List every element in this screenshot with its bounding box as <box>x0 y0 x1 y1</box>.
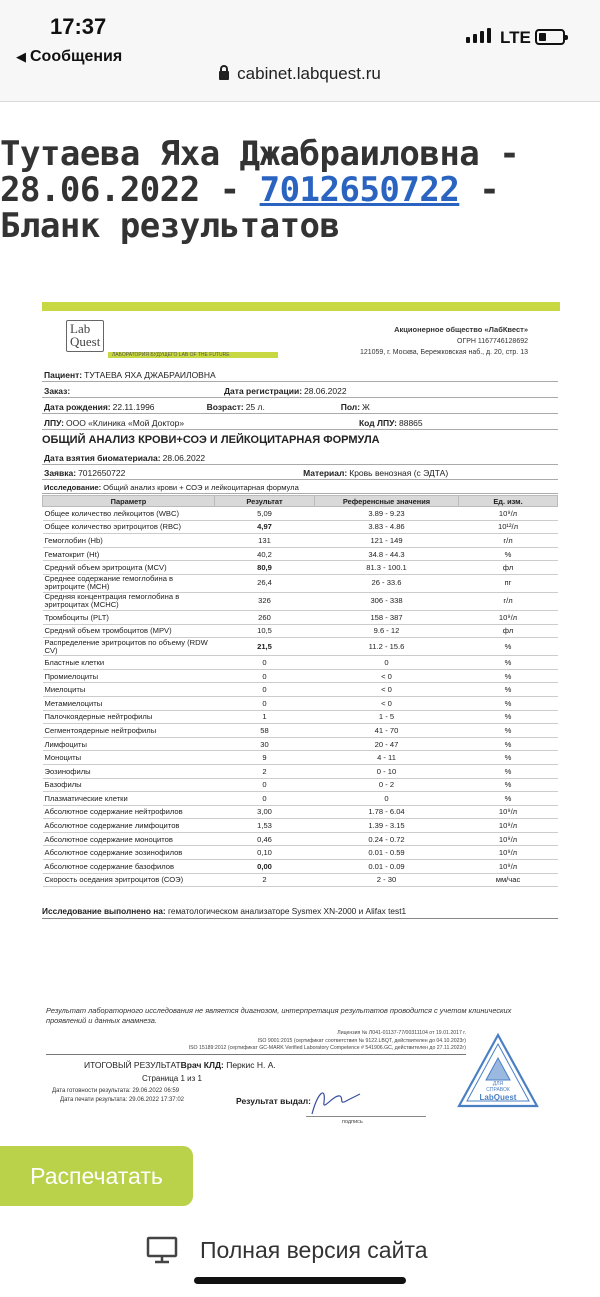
table-row <box>43 792 558 806</box>
reference-cell: 1.39 - 3.15 <box>315 819 459 833</box>
results-header <box>43 496 558 507</box>
param-cell: Абсолютное содержание эозинофилов <box>43 846 215 860</box>
unit-cell: % <box>459 751 558 765</box>
result-cell: 10,5 <box>215 624 315 638</box>
column-header: Параметр <box>43 496 215 507</box>
reference-cell: 26 - 33.6 <box>315 574 459 592</box>
brand-line <box>42 302 560 311</box>
result-cell: 2 <box>215 873 315 887</box>
result-cell: 1 <box>215 710 315 724</box>
signature-line <box>306 1116 426 1117</box>
unit-cell: г/л <box>459 592 558 610</box>
order-label: Заказ: <box>44 385 71 396</box>
analyzer-label: Исследование выполнено на: <box>42 906 166 916</box>
material-value: Кровь венозная (с ЭДТА) <box>349 468 449 478</box>
lab-stamp-icon <box>456 1032 540 1110</box>
material-label: Материал: <box>303 468 348 478</box>
unit-cell: 10¹²/л <box>459 520 558 534</box>
study-label: Исследование: <box>44 483 102 492</box>
result-cell: 30 <box>215 737 315 751</box>
reference-cell: 3.83 - 4.86 <box>315 520 459 534</box>
table-row <box>43 534 558 548</box>
unit-cell: % <box>459 737 558 751</box>
signature-caption: подпись <box>342 1119 363 1125</box>
result-cell: 0,00 <box>215 860 315 874</box>
divider <box>46 1054 466 1055</box>
doctor-value: Перкис Н. А. <box>226 1060 276 1070</box>
stamp-text: СПРАВОК <box>486 1087 510 1093</box>
license-line: Лицензия № Л041-01137-77/00311104 от 19.01.2017 г. <box>337 1030 466 1036</box>
reg-date-value: 28.06.2022 <box>304 385 347 396</box>
logo-tagline: ЛАБОРАТОРИЯ БУДУЩЕГО LAB OF THE FUTURE <box>108 352 278 358</box>
print-button[interactable]: Распечатать <box>0 1146 193 1206</box>
unit-cell: % <box>459 547 558 561</box>
table-row <box>43 696 558 710</box>
lpu-row <box>42 416 558 430</box>
result-cell: 260 <box>215 610 315 624</box>
reference-cell: 0 <box>315 656 459 670</box>
study-value: Общий анализ крови + СОЭ и лейкоцитарная формула <box>103 483 299 492</box>
table-row <box>43 574 558 592</box>
doctor-label: Врач КЛД: <box>180 1060 224 1070</box>
page-info: Страница 1 из 1 <box>142 1074 202 1083</box>
company-info <box>360 324 528 358</box>
result-cell: 0 <box>215 683 315 697</box>
param-cell: Гематокрит (Ht) <box>43 547 215 561</box>
table-row <box>43 507 558 521</box>
unit-cell: фл <box>459 561 558 575</box>
unit-cell: % <box>459 724 558 738</box>
status-bar <box>0 0 600 102</box>
full-site-link[interactable] <box>146 1236 428 1264</box>
sample-date-row <box>42 452 558 465</box>
company-address: 121059, г. Москва, Бережковская наб., д. 20, стр. 13 <box>359 349 528 356</box>
analyzer-info <box>42 906 558 919</box>
unit-cell: 10⁹/л <box>459 805 558 819</box>
reference-cell: 0.01 - 0.09 <box>315 860 459 874</box>
sex-label: Пол: <box>340 401 361 412</box>
param-cell: Средняя концентрация гемоглобина в эритроцитах (MCHC) <box>43 592 215 610</box>
table-row <box>43 561 558 575</box>
print-date-label: Дата печати результата: <box>60 1097 128 1103</box>
reference-cell: 20 - 47 <box>315 737 459 751</box>
results-table <box>42 495 558 887</box>
param-cell: Средний объем тромбоцитов (MPV) <box>43 624 215 638</box>
reference-cell: 41 - 70 <box>315 724 459 738</box>
table-row <box>43 751 558 765</box>
table-row <box>43 805 558 819</box>
order-number-link[interactable]: 7012650722 <box>259 170 460 210</box>
clock: 17:37 <box>50 14 107 39</box>
final-result-label: ИТОГОВЫЙ РЕЗУЛЬТАТ <box>84 1060 181 1070</box>
param-cell: Абсолютное содержание моноцитов <box>43 832 215 846</box>
table-row <box>43 610 558 624</box>
result-cell: 9 <box>215 751 315 765</box>
unit-cell: 10⁹/л <box>459 846 558 860</box>
table-row <box>43 778 558 792</box>
title-part: - Бланк результатов <box>0 170 500 246</box>
param-cell: Гемоглобин (Hb) <box>43 534 215 548</box>
unit-cell: фл <box>459 624 558 638</box>
sample-date-label: Дата взятия биоматериала: <box>44 453 161 463</box>
reference-cell: < 0 <box>315 669 459 683</box>
table-row <box>43 710 558 724</box>
unit-cell: 10⁹/л <box>459 819 558 833</box>
company-name: Акционерное общество «ЛабКвест» <box>394 325 528 334</box>
unit-cell: 10⁹/л <box>459 610 558 624</box>
reference-cell: 0.01 - 0.59 <box>315 846 459 860</box>
url-bar[interactable] <box>0 64 600 84</box>
license-line: ISO 15189:2012 (сертификат GC-MARK Verified Laboratory Competence # 541906.GC, действителен до 27.11.2022г) <box>188 1045 466 1051</box>
birth-row <box>42 400 558 414</box>
full-site-label: Полная версия сайта <box>200 1236 428 1263</box>
signature-icon <box>304 1084 364 1118</box>
result-cell: 21,5 <box>215 638 315 656</box>
lpu-code-value: 88865 <box>399 417 423 428</box>
table-row <box>43 764 558 778</box>
unit-cell: пг <box>459 574 558 592</box>
param-cell: Распределение эритроцитов по объему (RDW CV) <box>43 638 215 656</box>
result-cell: 5,09 <box>215 507 315 521</box>
reference-cell: 81.3 - 100.1 <box>315 561 459 575</box>
unit-cell: г/л <box>459 534 558 548</box>
order-row <box>42 384 558 398</box>
result-cell: 0 <box>215 792 315 806</box>
patient-label: Пациент: <box>44 369 83 380</box>
param-cell: Скорость оседания эритроцитов (СОЭ) <box>43 873 215 887</box>
lpu-code-label: Код ЛПУ: <box>358 417 397 428</box>
reference-cell: 0 - 2 <box>315 778 459 792</box>
result-cell: 3,00 <box>215 805 315 819</box>
reference-cell: 0.24 - 0.72 <box>315 832 459 846</box>
table-row <box>43 724 558 738</box>
column-header: Ед. изм. <box>459 496 558 507</box>
param-cell: Абсолютное содержание базофилов <box>43 860 215 874</box>
age-label: Возраст: <box>206 401 244 412</box>
lock-icon <box>219 71 229 80</box>
result-cell: 131 <box>215 534 315 548</box>
unit-cell: 10⁹/л <box>459 860 558 874</box>
ready-date-value: 29.06.2022 06:59 <box>132 1088 180 1094</box>
stamp-text: LabQuest <box>479 1093 517 1102</box>
reference-cell: 9.6 - 12 <box>315 624 459 638</box>
param-cell: Абсолютное содержание нейтрофилов <box>43 805 215 819</box>
reference-cell: < 0 <box>315 696 459 710</box>
home-indicator[interactable] <box>194 1277 406 1284</box>
back-label: Сообщения <box>30 48 123 65</box>
result-cell: 326 <box>215 592 315 610</box>
result-cell: 0 <box>215 696 315 710</box>
param-cell: Эозинофилы <box>43 764 215 778</box>
param-cell: Общее количество лейкоцитов (WBC) <box>43 507 215 521</box>
patient-value: ТУТАЕВА ЯХА ДЖАБРАИЛОВНА <box>84 369 216 380</box>
reference-cell: < 0 <box>315 683 459 697</box>
table-row <box>43 592 558 610</box>
reference-cell: 3.89 - 9.23 <box>315 507 459 521</box>
reference-cell: 121 - 149 <box>315 534 459 548</box>
result-cell: 80,9 <box>215 561 315 575</box>
param-cell: Сегментоядерные нейтрофилы <box>43 724 215 738</box>
result-cell: 0 <box>215 778 315 792</box>
sex-value: Ж <box>362 401 370 412</box>
result-cell: 26,4 <box>215 574 315 592</box>
param-cell: Палочкоядерные нейтрофилы <box>43 710 215 724</box>
lpu-label: ЛПУ: <box>44 417 64 428</box>
title-part: Тутаева Яха Джабраиловна - 28.06.2022 - <box>0 134 520 210</box>
study-row <box>42 482 558 494</box>
age-value: 25 л. <box>245 401 265 412</box>
unit-cell: % <box>459 683 558 697</box>
table-row <box>43 737 558 751</box>
patient-row <box>42 368 558 382</box>
dates-block <box>52 1087 184 1105</box>
stamp-text: ДЛЯ <box>492 1081 504 1087</box>
result-cell: 1,53 <box>215 819 315 833</box>
issued-label: Результат выдал: <box>236 1096 311 1106</box>
reference-cell: 2 - 30 <box>315 873 459 887</box>
analyzer-value: гематологическом анализаторе Sysmex XN-2000 и Alifax test1 <box>167 906 407 916</box>
birth-date-label: Дата рождения: <box>44 401 111 412</box>
unit-cell: % <box>459 638 558 656</box>
print-date-value: 29.06.2022 17:37:02 <box>128 1097 184 1103</box>
reference-cell: 1.78 - 6.04 <box>315 805 459 819</box>
param-cell: Базофилы <box>43 778 215 792</box>
table-row <box>43 656 558 670</box>
table-row <box>43 669 558 683</box>
unit-cell: % <box>459 764 558 778</box>
reference-cell: 306 - 338 <box>315 592 459 610</box>
result-cell: 4,97 <box>215 520 315 534</box>
unit-cell: % <box>459 656 558 670</box>
reference-cell: 0 - 10 <box>315 764 459 778</box>
unit-cell: 10⁹/л <box>459 507 558 521</box>
reference-cell: 1 - 5 <box>315 710 459 724</box>
disclaimer: Результат лабораторного исследования не является диагнозом, интерпретация результатов проводится с учетом клинических проявлений и данных анамнеза. <box>46 1006 512 1025</box>
ready-date-label: Дата готовности результата: <box>52 1088 131 1094</box>
reg-date-label: Дата регистрации: <box>224 385 303 396</box>
battery-icon <box>535 29 565 45</box>
table-row <box>43 624 558 638</box>
reference-cell: 4 - 11 <box>315 751 459 765</box>
unit-cell: 10⁹/л <box>459 832 558 846</box>
unit-cell: мм/час <box>459 873 558 887</box>
page-title <box>0 136 600 244</box>
unit-cell: % <box>459 696 558 710</box>
table-row <box>43 832 558 846</box>
result-cell: 0 <box>215 669 315 683</box>
table-row <box>43 873 558 887</box>
param-cell: Среднее содержание гемоглобина в эритроците (MCH) <box>43 574 215 592</box>
result-cell: 2 <box>215 764 315 778</box>
company-ogrn: ОГРН 1167746128692 <box>457 338 528 345</box>
table-row <box>43 638 558 656</box>
license-info <box>136 1030 466 1053</box>
unit-cell: % <box>459 792 558 806</box>
param-cell: Миелоциты <box>43 683 215 697</box>
reference-cell: 11.2 - 15.6 <box>315 638 459 656</box>
labquest-logo: Lab Quest <box>66 320 104 352</box>
table-row <box>43 819 558 833</box>
table-row <box>43 683 558 697</box>
table-row <box>43 520 558 534</box>
result-form <box>36 302 560 1132</box>
sample-date-value: 28.06.2022 <box>162 453 206 463</box>
back-arrow-icon: ◀ <box>16 49 26 64</box>
table-row <box>43 860 558 874</box>
lpu-value: ООО «Клиника «Мой Доктор» <box>65 417 185 428</box>
param-cell: Метамиелоциты <box>43 696 215 710</box>
request-value: 7012650722 <box>78 468 126 478</box>
table-row <box>43 547 558 561</box>
license-line: ISO 9001:2015 (сертификат соответствия № 9122.LBQT, действителен до 04.10.2023г) <box>257 1037 466 1044</box>
result-cell: 0,10 <box>215 846 315 860</box>
url-text: cabinet.labquest.ru <box>237 64 381 83</box>
param-cell: Плазматические клетки <box>43 792 215 806</box>
param-cell: Промиелоциты <box>43 669 215 683</box>
param-cell: Средний объем эритроцита (MCV) <box>43 561 215 575</box>
param-cell: Моноциты <box>43 751 215 765</box>
desktop-monitor-icon <box>146 1236 178 1264</box>
result-cell: 0,46 <box>215 832 315 846</box>
reference-cell: 158 - 387 <box>315 610 459 624</box>
reference-cell: 34.8 - 44.3 <box>315 547 459 561</box>
result-cell: 0 <box>215 656 315 670</box>
param-cell: Тромбоциты (PLT) <box>43 610 215 624</box>
cellular-signal-icon <box>466 28 491 43</box>
result-cell: 58 <box>215 724 315 738</box>
unit-cell: % <box>459 669 558 683</box>
section-title: ОБЩИЙ АНАЛИЗ КРОВИ+СОЭ И ЛЕЙКОЦИТАРНАЯ ФОРМУЛА <box>42 434 380 446</box>
final-result-line <box>84 1060 276 1070</box>
request-row <box>42 467 558 480</box>
unit-cell: % <box>459 710 558 724</box>
column-header: Результат <box>215 496 315 507</box>
request-label: Заявка: <box>44 468 77 478</box>
reference-cell: 0 <box>315 792 459 806</box>
param-cell: Общее количество эритроцитов (RBC) <box>43 520 215 534</box>
unit-cell: % <box>459 778 558 792</box>
network-type: LTE <box>500 28 531 47</box>
table-row <box>43 846 558 860</box>
param-cell: Бластные клетки <box>43 656 215 670</box>
result-cell: 40,2 <box>215 547 315 561</box>
column-header: Референсные значения <box>315 496 459 507</box>
param-cell: Абсолютное содержание лимфоцитов <box>43 819 215 833</box>
birth-date-value: 22.11.1996 <box>112 401 155 412</box>
param-cell: Лимфоциты <box>43 737 215 751</box>
